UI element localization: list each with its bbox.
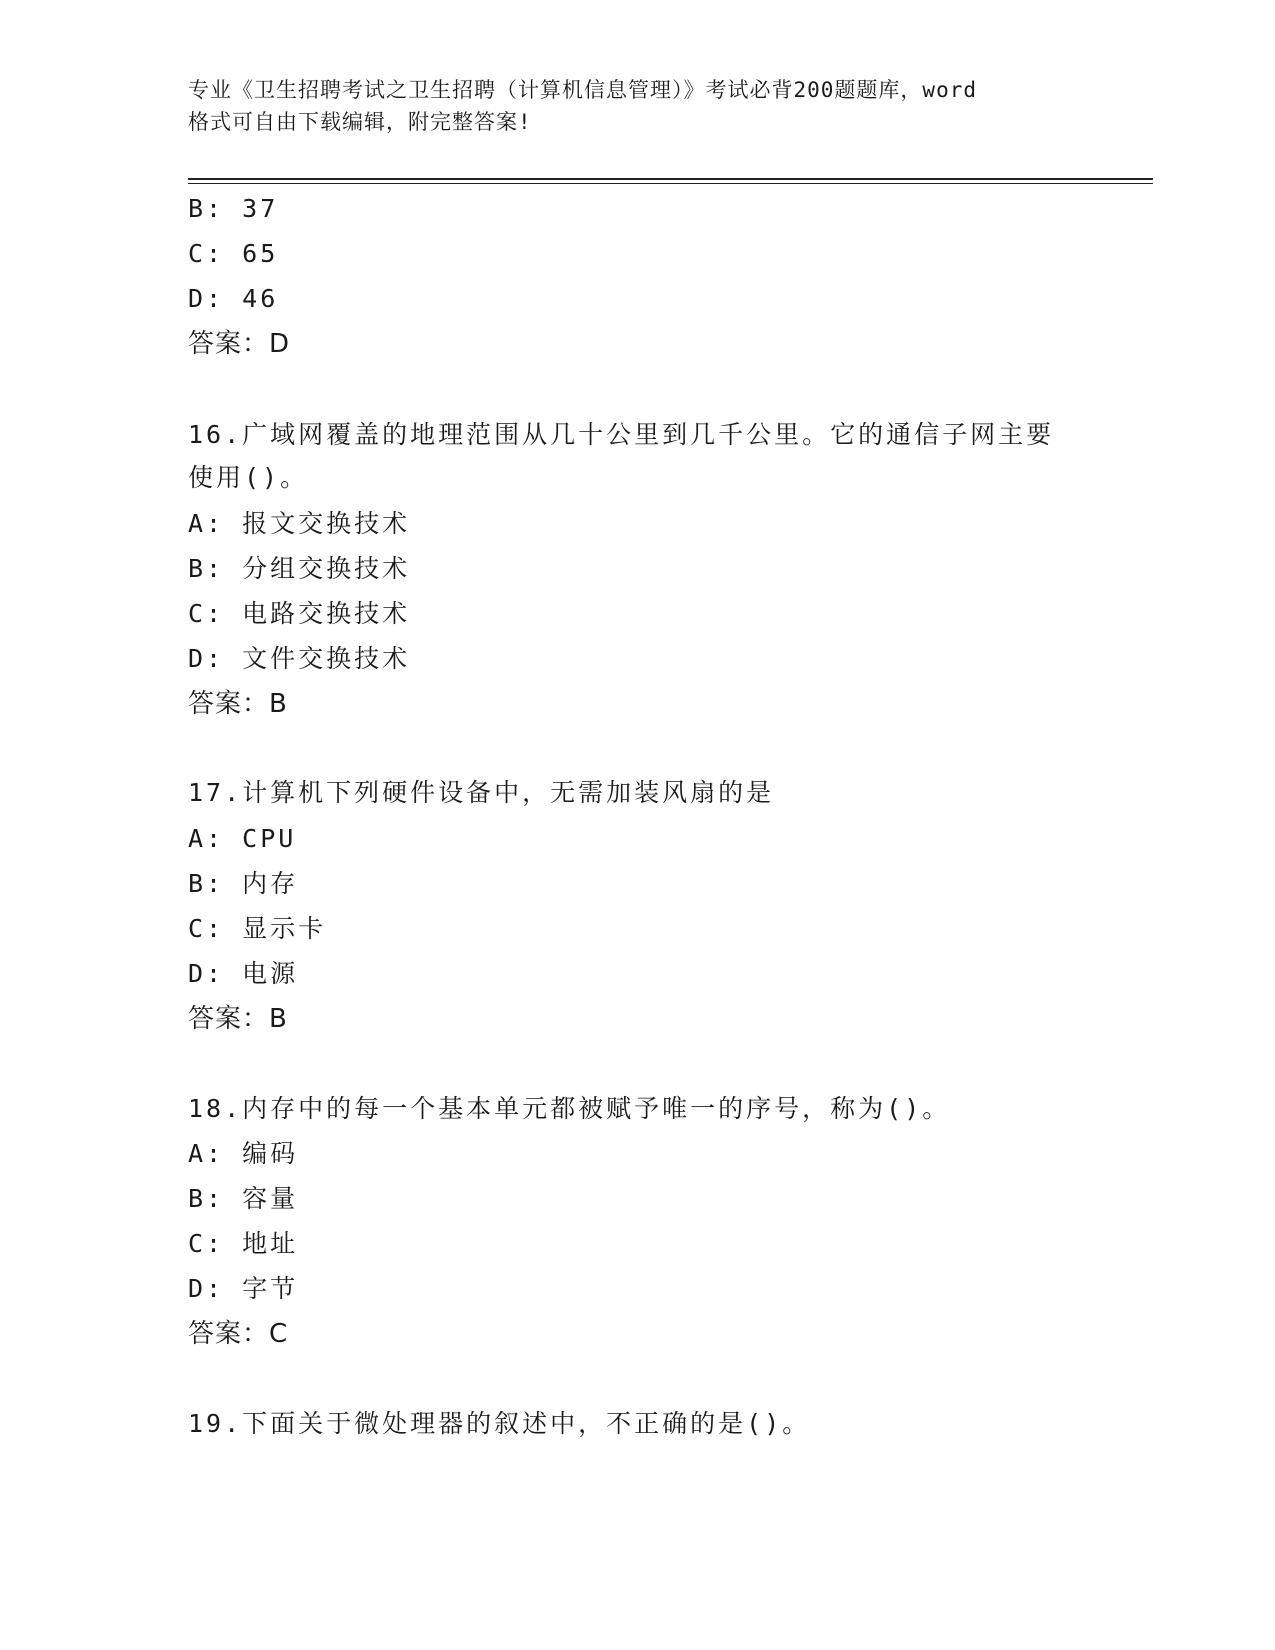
q16-stem-line2: 使用()。: [188, 463, 309, 492]
q16-option-d: D: 文件交换技术: [188, 644, 411, 673]
q18-option-d: D: 字节: [188, 1274, 299, 1303]
q17-answer: 答案：B: [188, 1004, 288, 1034]
q16-answer: 答案：B: [188, 689, 288, 719]
q18-option-c: C: 地址: [188, 1229, 299, 1258]
q15-answer: 答案：D: [188, 329, 291, 359]
q15-option-b: B: 37: [188, 194, 279, 223]
q16-option-c: C: 电路交换技术: [188, 599, 411, 628]
q19-stem-line1: 19.下面关于微处理器的叙述中，不正确的是()。: [188, 1409, 811, 1438]
document-header: [188, 74, 1088, 138]
header-title-line2: 格式可自由下载编辑，附完整答案!: [188, 110, 532, 134]
header-title-line1: 专业《卫生招聘考试之卫生招聘（计算机信息管理）》考试必背200题题库，word: [188, 78, 977, 102]
q18-answer: 答案：C: [188, 1319, 289, 1349]
q16-option-b: B: 分组交换技术: [188, 554, 411, 583]
q17-option-d: D: 电源: [188, 959, 299, 988]
q18-stem-line1: 18.内存中的每一个基本单元都被赋予唯一的序号，称为()。: [188, 1094, 951, 1123]
q17-option-b: B: 内存: [188, 869, 299, 898]
q17-stem-line1: 17.计算机下列硬件设备中，无需加装风扇的是: [188, 778, 775, 807]
q15-option-c: C: 65: [188, 239, 279, 268]
q18-option-b: B: 容量: [188, 1184, 299, 1213]
q16-stem-line1: 16.广域网覆盖的地理范围从几十公里到几千公里。它的通信子网主要: [188, 420, 1055, 449]
q17-option-c: C: 显示卡: [188, 914, 327, 943]
q16-option-a: A: 报文交换技术: [188, 509, 411, 538]
q17-option-a: A: CPU: [188, 824, 297, 853]
header-divider: [188, 178, 1153, 184]
q18-option-a: A: 编码: [188, 1139, 299, 1168]
q15-option-d: D: 46: [188, 284, 279, 313]
